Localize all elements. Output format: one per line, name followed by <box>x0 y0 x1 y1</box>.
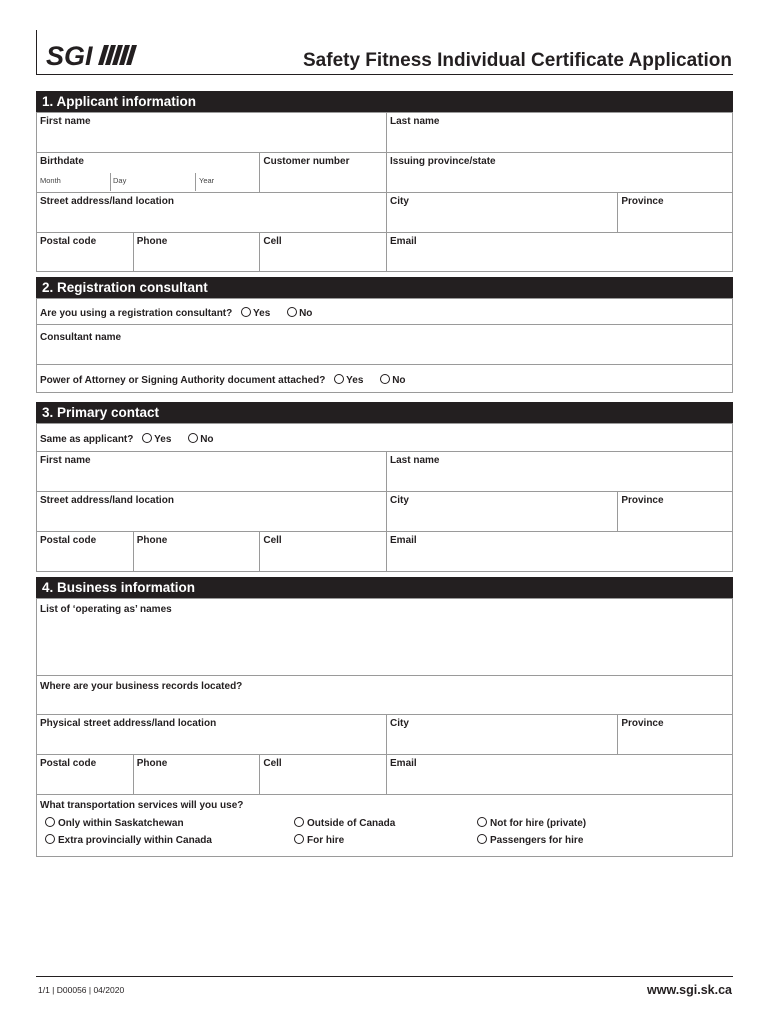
contact-street-address-field[interactable] <box>37 492 386 531</box>
city-label: City <box>389 495 409 506</box>
postal-code-label: Postal code <box>40 758 97 769</box>
consultant-yes-radio[interactable] <box>241 307 251 317</box>
extra-provincially-radio[interactable] <box>45 834 55 844</box>
phone-label: Phone <box>136 236 168 247</box>
transport-column-1 <box>45 817 212 851</box>
last-name-label: Last name <box>390 455 440 466</box>
section-4-header: 4. Business information <box>36 577 733 598</box>
birthdate-day-label: Day <box>113 176 127 185</box>
section-3-header: 3. Primary contact <box>36 402 733 423</box>
sgi-logo-text: SGI <box>46 42 93 68</box>
power-of-attorney-yes-radio[interactable] <box>334 374 344 384</box>
same-as-applicant-yes-radio[interactable] <box>142 433 152 443</box>
contact-cell-field[interactable] <box>259 532 386 571</box>
province-label: Province <box>621 196 664 207</box>
street-address-label: Street address/land location <box>40 196 174 207</box>
email-label: Email <box>390 535 417 546</box>
email-label: Email <box>390 758 417 769</box>
only-saskatchewan-label: Only within Saskatchewan <box>58 818 184 829</box>
contact-province-field[interactable] <box>617 492 732 531</box>
power-of-attorney-yes-label: Yes <box>346 375 364 386</box>
consultant-no-radio[interactable] <box>287 307 297 317</box>
only-saskatchewan-radio[interactable] <box>45 817 55 827</box>
not-for-hire-label: Not for hire (private) <box>490 818 587 829</box>
contact-email-field[interactable] <box>386 532 732 571</box>
primary-contact-table <box>36 423 733 572</box>
business-cell-field[interactable] <box>259 755 386 794</box>
business-phone-field[interactable] <box>133 755 260 794</box>
city-label: City <box>389 718 409 729</box>
business-information-table <box>36 598 733 857</box>
first-name-label: First name <box>40 455 91 466</box>
passengers-for-hire-radio[interactable] <box>477 834 487 844</box>
section-1-header: 1. Applicant information <box>36 91 733 112</box>
contact-phone-field[interactable] <box>133 532 260 571</box>
province-label: Province <box>621 495 664 506</box>
same-as-applicant-no-radio[interactable] <box>188 433 198 443</box>
business-email-field[interactable] <box>386 755 732 794</box>
applicant-customer-number-field[interactable] <box>259 153 386 192</box>
birthdate-year-label: Year <box>199 176 215 185</box>
consultant-name-label: Consultant name <box>40 332 122 343</box>
applicant-issuing-province-field[interactable] <box>386 153 732 192</box>
cell-label: Cell <box>263 236 282 247</box>
not-for-hire-radio[interactable] <box>477 817 487 827</box>
same-as-applicant-yes-label: Yes <box>154 434 172 445</box>
header-rule-horizontal <box>36 74 733 75</box>
power-of-attorney-no-label: No <box>392 375 406 386</box>
email-label: Email <box>390 236 417 247</box>
contact-last-name-field[interactable] <box>386 452 732 491</box>
birthdate-label: Birthdate <box>40 156 84 167</box>
business-province-field[interactable] <box>617 715 732 754</box>
operating-as-label: List of ‘operating as’ names <box>40 604 172 615</box>
contact-city-field[interactable] <box>386 492 617 531</box>
header-rule-vertical <box>36 30 37 74</box>
form-number: 1/1 | D00056 | 04/2020 <box>38 985 125 995</box>
transportation-services-group <box>37 795 732 856</box>
applicant-birthdate-field[interactable] <box>37 153 259 192</box>
postal-code-label: Postal code <box>40 535 97 546</box>
footer-rule <box>36 976 733 977</box>
phone-label: Phone <box>136 535 168 546</box>
applicant-information-table <box>36 112 733 272</box>
street-address-label: Street address/land location <box>40 495 174 506</box>
business-records-label: Where are your business records located? <box>40 681 243 692</box>
outside-canada-radio[interactable] <box>294 817 304 827</box>
birthdate-divider <box>195 173 196 191</box>
city-label: City <box>389 196 409 207</box>
for-hire-radio[interactable] <box>294 834 304 844</box>
power-of-attorney-label: Power of Attorney or Signing Authority document attached? <box>40 375 326 386</box>
for-hire-label: For hire <box>307 835 345 846</box>
passengers-for-hire-label: Passengers for hire <box>490 835 584 846</box>
business-street-address-field[interactable] <box>37 715 386 754</box>
customer-number-label: Customer number <box>263 156 350 167</box>
phone-label: Phone <box>136 758 168 769</box>
registration-consultant-table <box>36 298 733 393</box>
issuing-province-label: Issuing province/state <box>390 156 496 167</box>
section-2-header: 2. Registration consultant <box>36 277 733 298</box>
power-of-attorney-no-radio[interactable] <box>380 374 390 384</box>
website-link[interactable]: www.sgi.sk.ca <box>647 983 732 997</box>
applicant-postal-code-field[interactable] <box>37 233 133 271</box>
applicant-last-name-field[interactable] <box>386 113 732 152</box>
same-as-applicant-label: Same as applicant? <box>40 434 134 445</box>
applicant-street-address-field[interactable] <box>37 193 386 232</box>
postal-code-label: Postal code <box>40 236 97 247</box>
consultant-name-field[interactable] <box>37 325 732 364</box>
contact-postal-code-field[interactable] <box>37 532 133 571</box>
applicant-cell-field[interactable] <box>259 233 386 271</box>
first-name-label: First name <box>40 116 91 127</box>
same-as-applicant-no-label: No <box>200 434 214 445</box>
applicant-province-field[interactable] <box>617 193 732 232</box>
transport-column-3 <box>477 817 586 851</box>
contact-first-name-field[interactable] <box>37 452 386 491</box>
page-title: Safety Fitness Individual Certificate Application <box>303 50 732 71</box>
applicant-phone-field[interactable] <box>133 233 260 271</box>
applicant-first-name-field[interactable] <box>37 113 386 152</box>
sgi-logo <box>46 42 141 68</box>
applicant-city-field[interactable] <box>386 193 617 232</box>
same-as-applicant-row <box>37 424 732 451</box>
consultant-no-label: No <box>299 308 313 319</box>
business-records-field[interactable] <box>37 676 732 714</box>
consultant-question-label: Are you using a registration consultant? <box>40 308 233 319</box>
applicant-email-field[interactable] <box>386 233 732 271</box>
birthdate-divider <box>110 173 111 191</box>
cell-label: Cell <box>263 758 282 769</box>
power-of-attorney-row <box>37 365 732 392</box>
birthdate-month-label: Month <box>40 176 61 185</box>
physical-address-label: Physical street address/land location <box>40 718 217 729</box>
extra-provincially-label: Extra provincially within Canada <box>58 835 212 846</box>
consultant-yes-label: Yes <box>253 308 271 319</box>
last-name-label: Last name <box>390 116 440 127</box>
operating-as-names-field[interactable] <box>37 599 732 675</box>
consultant-question-row <box>37 299 732 324</box>
transport-column-2 <box>294 817 395 851</box>
province-label: Province <box>621 718 664 729</box>
cell-label: Cell <box>263 535 282 546</box>
business-postal-code-field[interactable] <box>37 755 133 794</box>
transportation-question-label: What transportation services will you use? <box>40 800 244 811</box>
business-city-field[interactable] <box>386 715 617 754</box>
outside-canada-label: Outside of Canada <box>307 818 396 829</box>
